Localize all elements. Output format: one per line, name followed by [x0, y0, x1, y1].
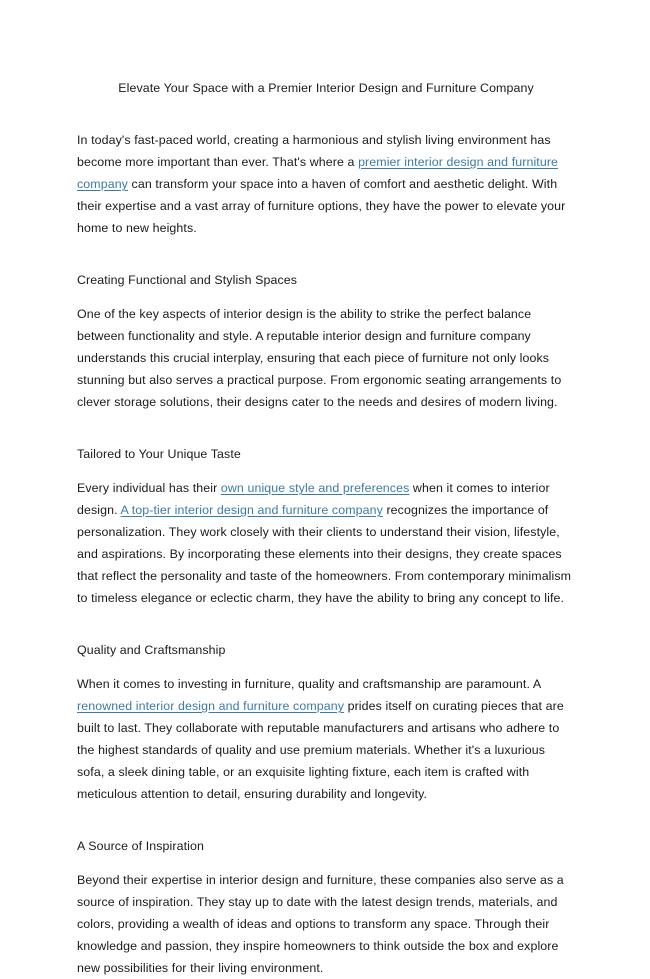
section-heading: A Source of Inspiration	[77, 839, 204, 853]
section-paragraph: One of the key aspects of interior design is the ability to strike the perfect balance between functionality and style. A reputable interior design and furniture company understands this crucial interplay, ensuring that each piece of furniture not only looks stunning but also serves a practical purpose. From ergonomic seating arrangements to clever storage solutions, their designs cater to the needs and desires of modern living.	[77, 307, 562, 409]
section-paragraph	[77, 673, 575, 805]
spacer	[77, 413, 575, 443]
spacer	[77, 857, 575, 869]
link-renowned-interior-design-and-furniture-company[interactable]: renowned interior design and furniture company	[77, 699, 345, 713]
section-a-source-of-inspiration	[77, 835, 575, 979]
document-content	[77, 0, 575, 979]
intro-text-part2: can transform your space into a haven of comfort and aesthetic delight. With their expertise and a vast array of furniture options, they have the power to elevate your home to new heights.	[77, 177, 566, 235]
link-own-unique-style-and-preferences[interactable]: own unique style and preferences	[220, 481, 410, 495]
intro-paragraph	[77, 129, 575, 239]
section-text-part1: When it comes to investing in furniture, quality and craftsmanship are paramount. A	[77, 677, 541, 691]
section-paragraph	[77, 477, 575, 609]
section-quality-and-craftsmanship	[77, 639, 575, 805]
spacer	[77, 96, 575, 129]
spacer	[77, 239, 575, 269]
spacer	[77, 465, 575, 477]
section-text-part3: recognizes the importance of personalization. They work closely with their clients to understand their vision, lifestyle, and aspirations. By incorporating these elements into their designs, they create spaces that reflect the personality and taste of the homeowners. From contemporary minimalism to timeless elegance or eclectic charm, they have the ability to bring any concept to life.	[77, 503, 572, 605]
page-title: Elevate Your Space with a Premier Interior Design and Furniture Company	[118, 81, 534, 95]
section-creating-functional-and-stylish-spaces	[77, 269, 575, 413]
section-heading: Creating Functional and Stylish Spaces	[77, 273, 298, 287]
section-text-part1: Every individual has their	[77, 481, 221, 495]
link-a-top-tier-interior-design-and-furniture-company[interactable]: A top-tier interior design and furniture company	[120, 503, 383, 517]
spacer	[77, 661, 575, 673]
section-text-part2: prides itself on curating pieces that are built to last. They collaborate with reputable manufacturers and artisans who adhere to the highest standards of quality and use premium materials. Whether it's a luxurious sofa, a sleek dining table, or an exquisite lighting fixture, each item is crafted with meticulous attention to detail, ensuring durability and longevity.	[77, 699, 564, 801]
section-text-part2: when it comes to interior design.	[77, 481, 550, 517]
section-paragraph: Beyond their expertise in interior design and furniture, these companies also serve as a source of inspiration. They stay up to date with the latest design trends, materials, and colors, providing a wealth of ideas and options to transform any space. Through their knowledge and passion, they inspire homeowners to think outside the box and explore new possibilities for their living environment.	[77, 873, 564, 975]
spacer	[77, 609, 575, 639]
section-tailored-to-your-unique-taste	[77, 443, 575, 609]
spacer	[77, 805, 575, 835]
section-heading: Quality and Craftsmanship	[77, 643, 226, 657]
spacer	[77, 291, 575, 303]
section-heading: Tailored to Your Unique Taste	[77, 447, 241, 461]
link-premier-interior-design-and-furniture-company[interactable]: premier interior design and furniture company	[77, 155, 559, 191]
intro-text-part1: In today's fast-paced world, creating a harmonious and stylish living environment has become more important than ever. That's where a	[77, 133, 551, 169]
